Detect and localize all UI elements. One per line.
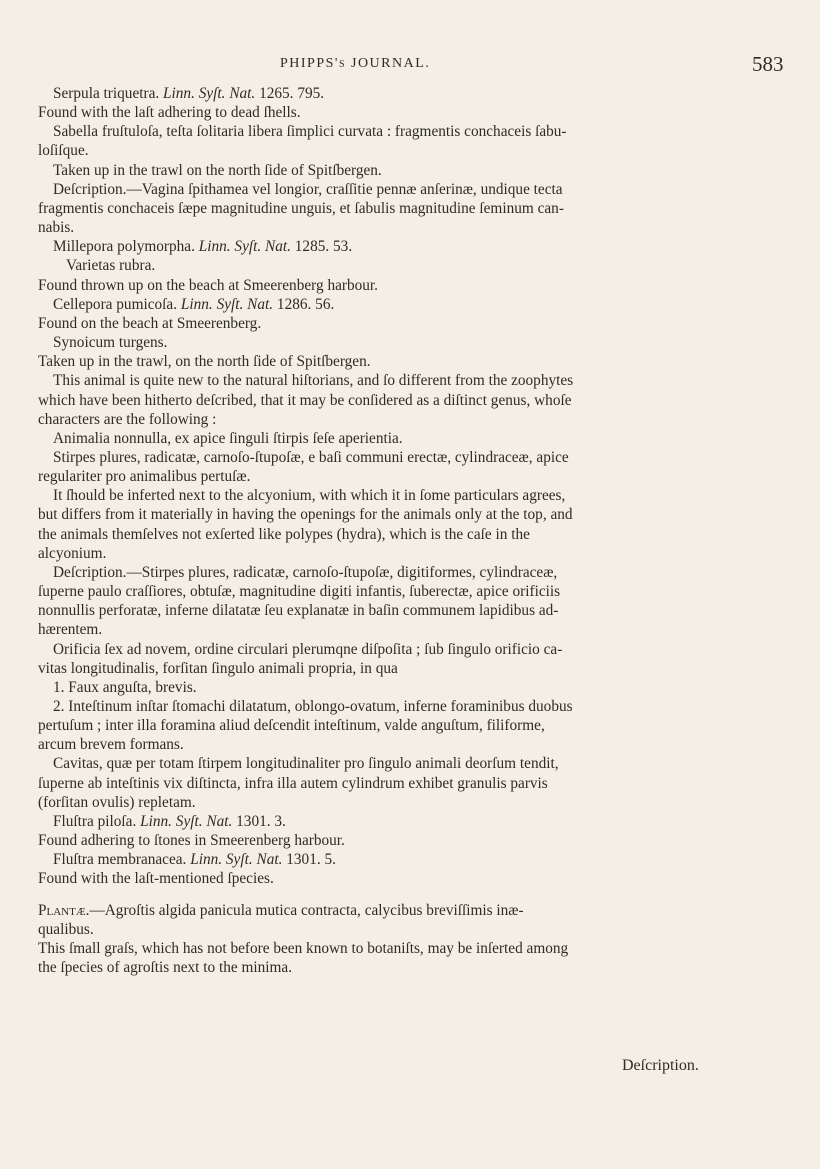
taken-line: Taken up in the trawl on the north ſide of Spitſbergen. bbox=[53, 161, 382, 179]
description-line: ſuperne ab inteſtinis vix diſtincta, infra illa autem cylindrum exhibet granulis parvis bbox=[38, 774, 548, 792]
numbered-item: arcum brevem formans. bbox=[38, 736, 184, 754]
species-name: Synoicum turgens. bbox=[53, 334, 168, 352]
plantae-heading-line bbox=[38, 901, 783, 920]
species-name: Fluſtra piloſa. bbox=[53, 812, 137, 830]
citation-number: 1301. 3. bbox=[236, 812, 286, 830]
numbered-item: 2. Inteſtinum inſtar ſtomachi dilatatum, oblongo-ovatum, inferne foraminibus duobus bbox=[53, 698, 573, 715]
citation: Linn. Syſt. Nat. bbox=[163, 85, 256, 102]
character-line: Animalia nonnulla, ex apice ſinguli ſtirpis ſeſe aperientia. bbox=[53, 429, 403, 447]
entry-flustra-membranacea bbox=[38, 850, 783, 869]
found-line: Found with the laſt adhering to dead ſhells. bbox=[38, 104, 301, 122]
found-line: Found on the beach at Smeerenberg. bbox=[38, 314, 262, 332]
plantae-description-line: qualibus. bbox=[38, 920, 94, 938]
citation: Linn. Syſt. Nat. bbox=[198, 238, 291, 256]
species-name: Serpula triquetra. bbox=[53, 85, 160, 102]
body-text bbox=[38, 84, 783, 977]
found-line: Found thrown up on the beach at Smeerenberg harbour. bbox=[38, 276, 378, 294]
description-line: ſuperne paulo craſſiores, obtuſæ, magnitudine digiti infantis, ſuberectæ, apice orificiis bbox=[38, 583, 561, 601]
citation-number: 1285. 53. bbox=[294, 238, 353, 256]
species-name: Fluſtra membranacea. bbox=[53, 851, 187, 869]
character-line: Stirpes plures, radicatæ, carnoſo-ſtupoſæ, e baſi communi erectæ, cylindraceæ, apice bbox=[53, 448, 569, 466]
entry-flustra-pilosa bbox=[38, 812, 783, 831]
citation: Linn. Syſt. Nat. bbox=[140, 812, 233, 830]
paragraph-line: the ſpecies of agroſtis next to the minima. bbox=[38, 959, 293, 977]
entry-millepora bbox=[38, 237, 783, 256]
plantae-label: Plantæ. bbox=[38, 901, 90, 919]
description-line: nonnullis perforatæ, inferne dilatatæ ſeu explanatæ in baſin communem lapidibus ad- bbox=[38, 602, 559, 620]
paragraph-line: alcyonium. bbox=[38, 544, 107, 562]
found-line: Found with the laſt-mentioned ſpecies. bbox=[38, 870, 274, 888]
paragraph-line: This ſmall graſs, which has not before been known to botaniſts, may be inſerted among bbox=[38, 939, 569, 957]
entry-sabella-line: loſiſque. bbox=[38, 142, 89, 160]
taken-line: Taken up in the trawl, on the north ſide of Spitſbergen. bbox=[38, 353, 371, 371]
paragraph-line: but differs from it materially in having the openings for the animals only at the top, and bbox=[38, 506, 573, 524]
paragraph-line: It ſhould be inferted next to the alcyonium, with which it in ſome particulars agrees, bbox=[53, 487, 566, 505]
entry-sabella-line: Sabella fruſtuloſa, teſta ſolitaria libera ſimplici curvata : fragmentis conchaceis ſabu- bbox=[53, 123, 567, 141]
citation: Linn. Syſt. Nat. bbox=[180, 295, 274, 313]
running-head bbox=[0, 52, 820, 82]
description-line: Orificia ſex ad novem, ordine circulari plerumqne diſpoſita ; ſub ſingulo orificio ca- bbox=[53, 640, 563, 658]
citation-number: 1301. 5. bbox=[286, 851, 336, 869]
paragraph-line: This animal is quite new to the natural hiſtorians, and ſo different from the zoophytes bbox=[53, 372, 574, 390]
entry-cellepora bbox=[38, 295, 783, 314]
catchword: Deſcription. bbox=[622, 1057, 699, 1074]
citation: Linn. Syſt. Nat. bbox=[190, 851, 283, 869]
entry-serpula bbox=[38, 84, 783, 103]
numbered-item: pertuſum ; inter illa foramina aliud deſcendit inteſtinum, valde anguſtum, filiforme, bbox=[38, 717, 545, 735]
description-line: Cavitas, quæ per totam ſtirpem longitudinaliter pro ſingulo animali deorſum tendit, bbox=[53, 755, 559, 773]
citation-number: 1286. 56. bbox=[276, 295, 335, 313]
description-line: Deſcription.—Stirpes plures, radicatæ, carnoſo-ſtupoſæ, digitiformes, cylindraceæ, bbox=[53, 563, 558, 581]
paragraph-line: which have been hitherto deſcribed, that it may be conſidered as a diſtinct genus, whoſe bbox=[38, 391, 572, 409]
variety-line: Varietas rubra. bbox=[66, 257, 156, 275]
character-line: regulariter pro animalibus pertuſæ. bbox=[38, 468, 251, 486]
species-name: Millepora polymorpha. bbox=[53, 238, 195, 256]
found-line: Found adhering to ſtones in Smeerenberg harbour. bbox=[38, 832, 345, 850]
running-title: PHIPPS's JOURNAL. bbox=[280, 56, 431, 71]
description-line: (forſitan ovulis) repletam. bbox=[38, 793, 196, 811]
paragraph-line: characters are the following : bbox=[38, 410, 217, 428]
description-line: nabis. bbox=[38, 219, 75, 237]
paragraph-line: the animals themſelves not exſerted like polypes (hydra), which is the caſe in the bbox=[38, 525, 530, 543]
citation-number: 1265. 795. bbox=[259, 85, 325, 102]
page-number: 583 bbox=[752, 52, 784, 76]
numbered-item: 1. Faux anguſta, brevis. bbox=[53, 678, 197, 696]
species-name: Cellepora pumicoſa. bbox=[53, 295, 178, 313]
plantae-description: —Agroſtis algida panicula mutica contracta, calycibus breviſſimis inæ- bbox=[89, 901, 524, 919]
description-line: fragmentis conchaceis ſæpe magnitudine unguis, et ſabulis magnitudine ſeminum can- bbox=[38, 199, 564, 217]
description-line: Deſcription.—Vagina ſpithamea vel longior, craſſitie pennæ anſerinæ, undique tecta bbox=[53, 180, 563, 198]
description-line: hærentem. bbox=[38, 621, 103, 639]
description-line: vitas longitudinalis, forſitan ſingulo animali propria, in qua bbox=[38, 659, 398, 677]
